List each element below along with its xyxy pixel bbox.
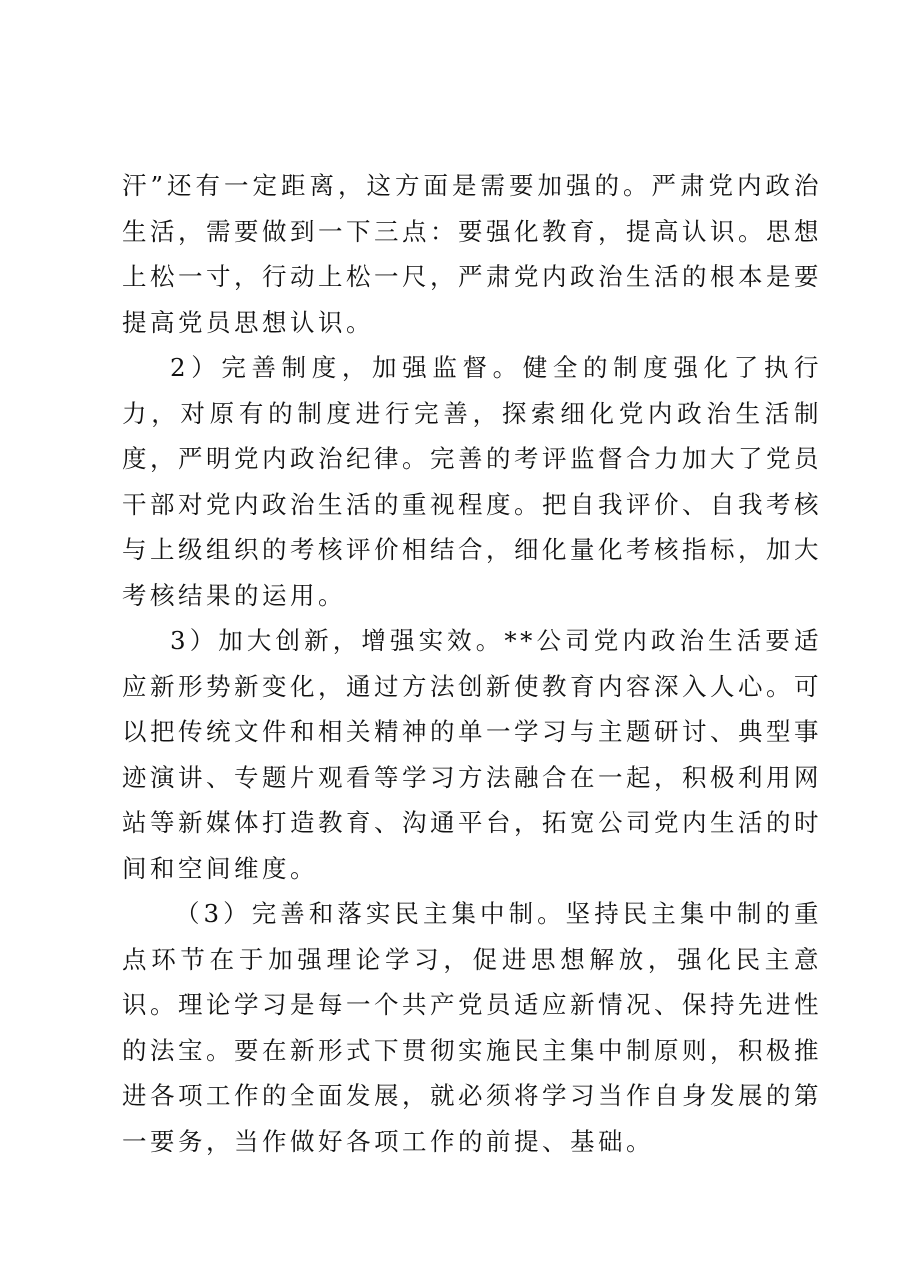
- paragraph-improve-system: 2）完善制度，加强监督。健全的制度强化了执行力，对原有的制度进行完善，探索细化党内政治生活制度，严明党内政治纪律。完善的考评监督合力加大了党员干部对党内政治生活的重视程度。把自我评价、自我考核与上级组织的考核评价相结合，细化量化考核指标，加大考核结果的运用。: [122, 353, 822, 610]
- paragraph-continuation: 汗”还有一定距离，这方面是需要加强的。严肃党内政治生活，需要做到一下三点：要强化教育，提高认识。思想上松一寸，行动上松一尺，严肃党内政治生活的根本是要提高党员思想认识。: [122, 171, 822, 337]
- paragraph-innovation: 3）加大创新，增强实效。**公司党内政治生活要适应新形势新变化，通过方法创新使教育内容深入人心。可以把传统文件和相关精神的单一学习与主题研讨、典型事迹演讲、专题片观看等学习方法融合在一起，积极利用网站等新媒体打造教育、沟通平台，拓宽公司党内生活的时间和空间维度。: [122, 626, 822, 883]
- paragraph-democratic-centralism: （3）完善和落实民主集中制。坚持民主集中制的重点环节在于加强理论学习，促进思想解放，强化民主意识。理论学习是每一个共产党员适应新情况、保持先进性的法宝。要在新形式下贯彻实施民主集中制原则，积极推进各项工作的全面发展，就必须将学习当作自身发展的第一要务，当作做好各项工作的前提、基础。: [122, 899, 822, 1156]
- document-body: [122, 163, 822, 1164]
